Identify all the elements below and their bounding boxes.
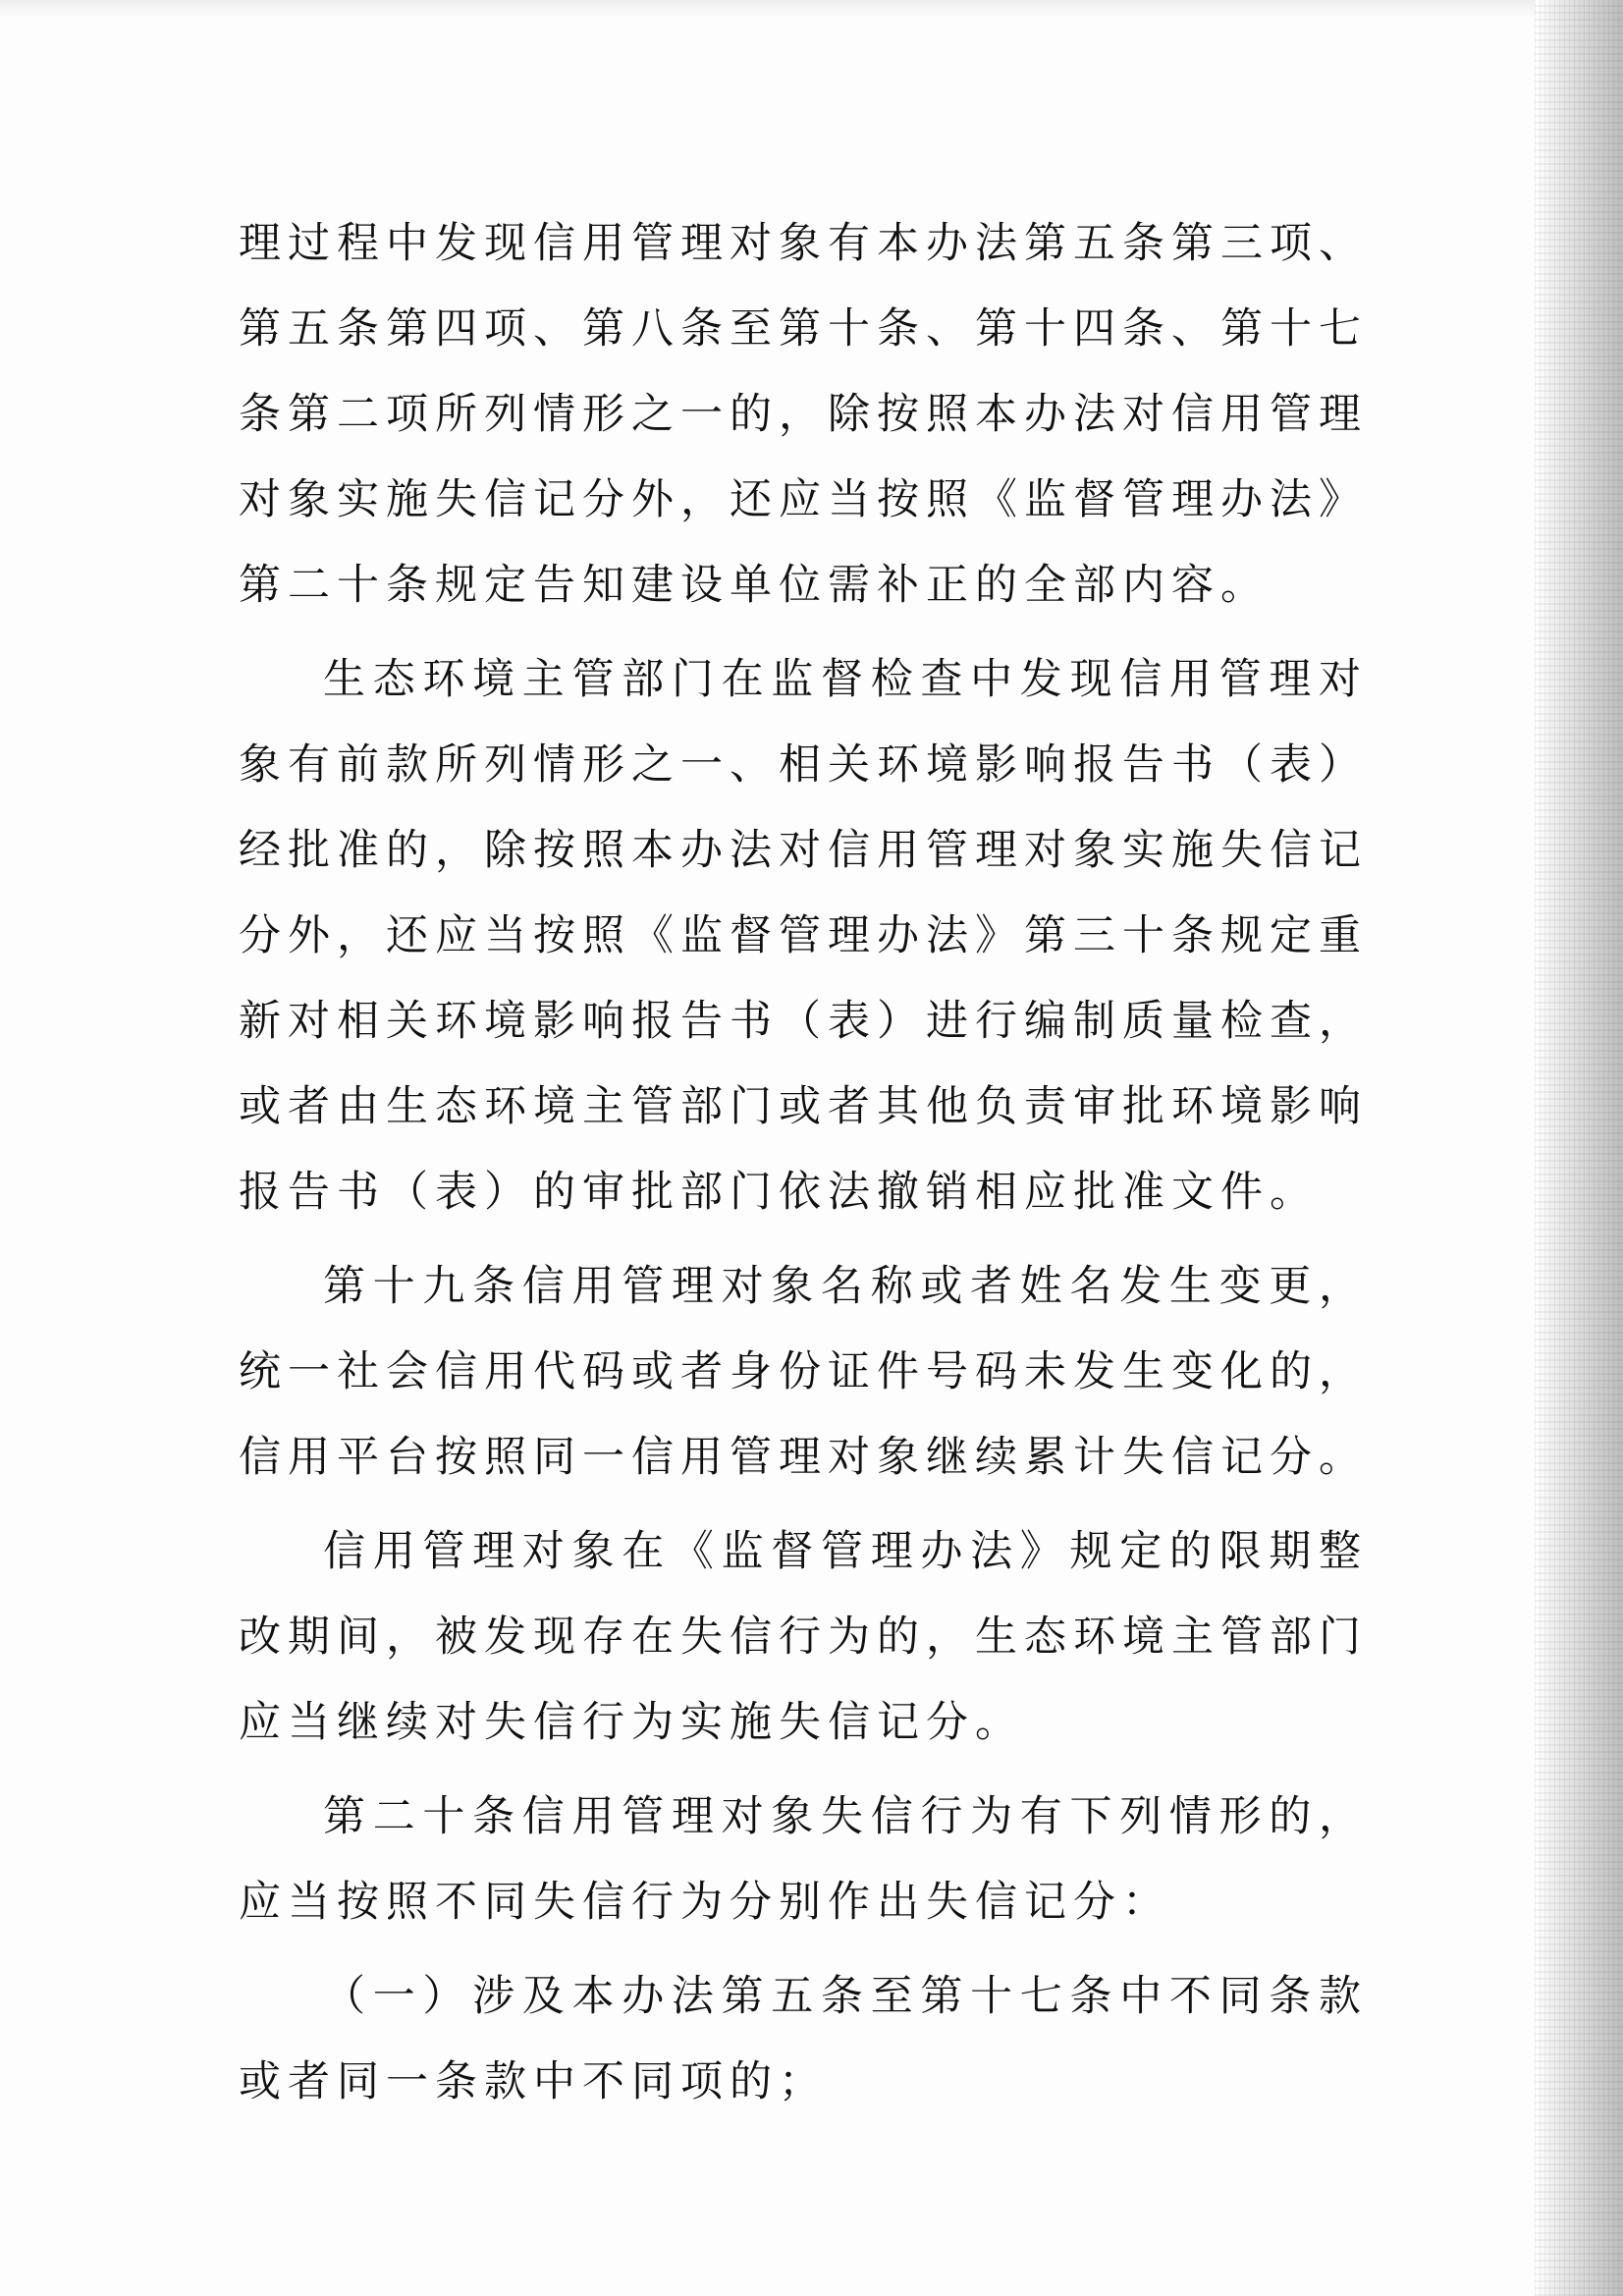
scan-top-shadow bbox=[0, 0, 1623, 18]
document-body bbox=[239, 201, 1368, 2125]
paragraph-continued: 理过程中发现信用管理对象有本办法第五条第三项、第五条第四项、第八条至第十条、第十四条、第十七条第二项所列情形之一的，除按照本办法对信用管理对象实施失信记分外，还应当按照《监督管理办法》第二十条规定告知建设单位需补正的全部内容。 bbox=[239, 219, 1368, 610]
paragraph-supervision-check: 生态环境主管部门在监督检查中发现信用管理对象有前款所列情形之一、相关环境影响报告书（表）经批准的，除按照本办法对信用管理对象实施失信记分外，还应当按照《监督管理办法》第三十条规定重新对相关环境影响报告书（表）进行编制质量检查，或者由生态环境主管部门或者其他负责审批环境影响报告书（表）的审批部门依法撤销相应批准文件。 bbox=[239, 655, 1368, 1217]
paragraph-rectification-period: 信用管理对象在《监督管理办法》规定的限期整改期间，被发现存在失信行为的，生态环境主管部门应当继续对失信行为实施失信记分。 bbox=[239, 1527, 1368, 1747]
paragraph-article-20: 第二十条信用管理对象失信行为有下列情形的，应当按照不同失信行为分别作出失信记分： bbox=[239, 1792, 1368, 1927]
paragraph-item-1: （一）涉及本办法第五条至第十七条中不同条款或者同一条款中不同项的； bbox=[239, 1972, 1368, 2106]
paragraph-article-19: 第十九条信用管理对象名称或者姓名发生变更，统一社会信用代码或者身份证件号码未发生变化的，信用平台按照同一信用管理对象继续累计失信记分。 bbox=[239, 1262, 1368, 1482]
scan-edge-noise bbox=[1535, 0, 1623, 2296]
